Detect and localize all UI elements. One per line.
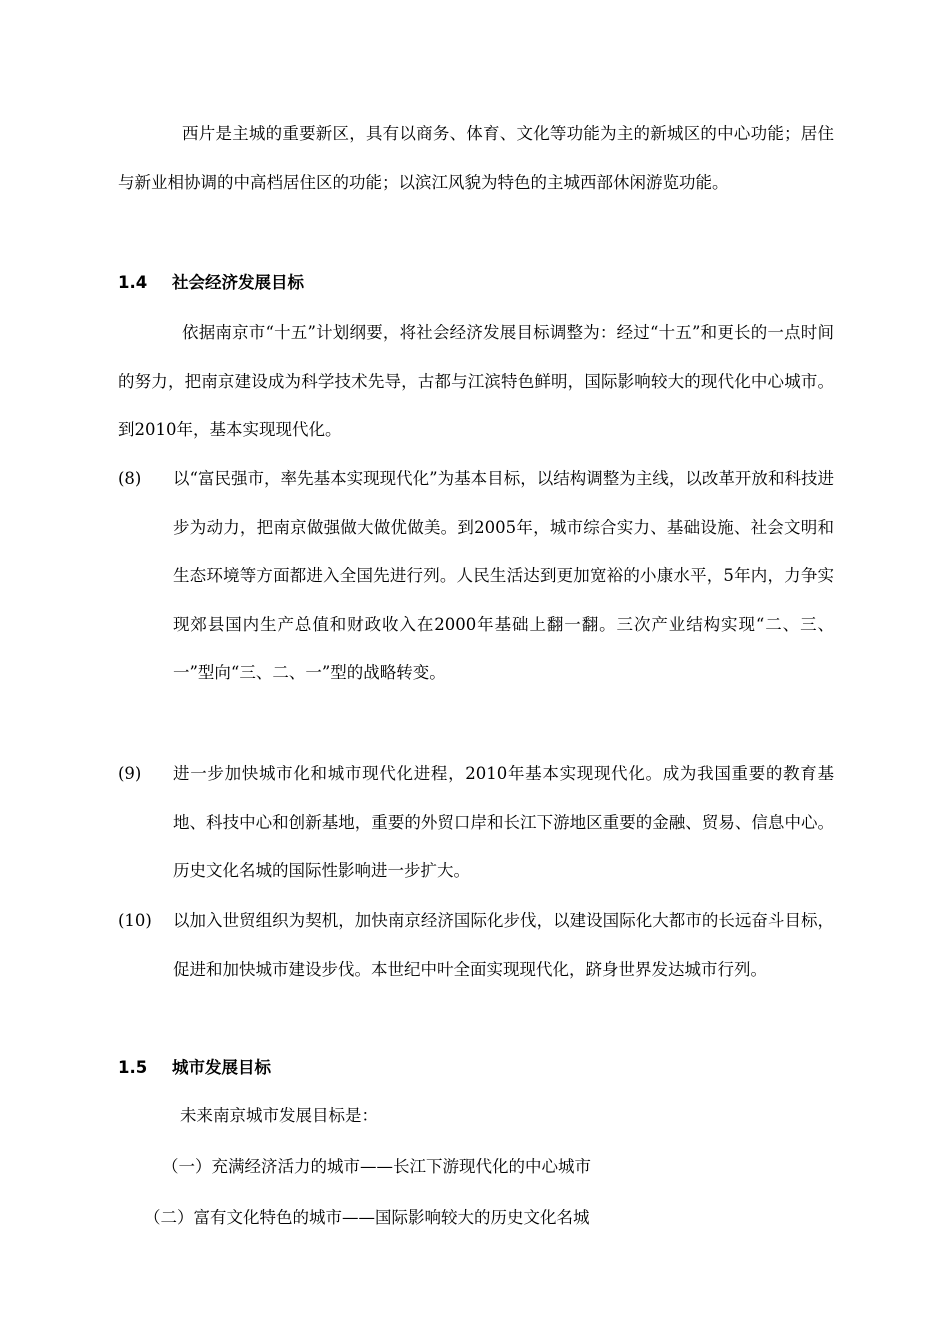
section-heading-1-5: [118, 1056, 271, 1080]
list-item-text: 进一步加快城市化和城市现代化进程，2010年基本实现现代化。成为我国重要的教育基地、科技中心和创新基地，重要的外贸口岸和长江下游地区重要的金融、贸易、信息中心。历史文化名城的国际性影响进一步扩大。: [173, 764, 834, 880]
paragraph-economic-goal: [118, 309, 834, 455]
goal-item-2: （二）富有文化特色的城市——国际影响较大的历史文化名城: [144, 1208, 590, 1227]
section-title: 社会经济发展目标: [172, 273, 304, 292]
list-marker: (8): [118, 469, 142, 488]
list-item-8: [118, 455, 834, 698]
paragraph-text: 依据南京市“十五”计划纲要，将社会经济发展目标调整为：经过“十五”和更长的一点时间的努力，把南京建设成为科学技术先导，古都与江滨特色鲜明，国际影响较大的现代化中心城市。到2010年，基本实现现代化。: [118, 323, 834, 439]
list-item-10: [118, 897, 834, 994]
section-title: 城市发展目标: [172, 1058, 271, 1077]
section-number: 1.5: [118, 1058, 148, 1077]
list-item-text: 以加入世贸组织为契机，加快南京经济国际化步伐，以建设国际化大都市的长远奋斗目标，促进和加快城市建设步伐。本世纪中叶全面实现现代化，跻身世界发达城市行列。: [173, 911, 834, 979]
paragraph-text: 西片是主城的重要新区，具有以商务、体育、文化等功能为主的新城区的中心功能；居住与新业相协调的中高档居住区的功能；以滨江风貌为特色的主城西部休闲游览功能。: [118, 124, 834, 192]
paragraph-west-district: [118, 110, 834, 207]
paragraph-city-goal-intro: 未来南京城市发展目标是：: [180, 1106, 378, 1125]
list-item-text: 以“富民强市，率先基本实现现代化”为基本目标，以结构调整为主线，以改革开放和科技进步为动力，把南京做强做大做优做美。到2005年，城市综合实力、基础设施、社会文明和生态环境等方面都进入全国先进行列。人民生活达到更加宽裕的小康水平，5年内，力争实现郊县国内生产总值和财政收入在2000年基础上翻一翻。三次产业结构实现“二、三、一”型向“三、二、一”型的战略转变。: [173, 469, 834, 682]
list-marker: (9): [118, 764, 142, 783]
section-number: 1.4: [118, 273, 148, 292]
list-marker: (10): [118, 911, 152, 930]
list-item-9: [118, 750, 834, 896]
section-heading-1-4: [118, 271, 304, 295]
goal-item-1: （一）充满经济活力的城市——长江下游现代化的中心城市: [162, 1157, 591, 1176]
